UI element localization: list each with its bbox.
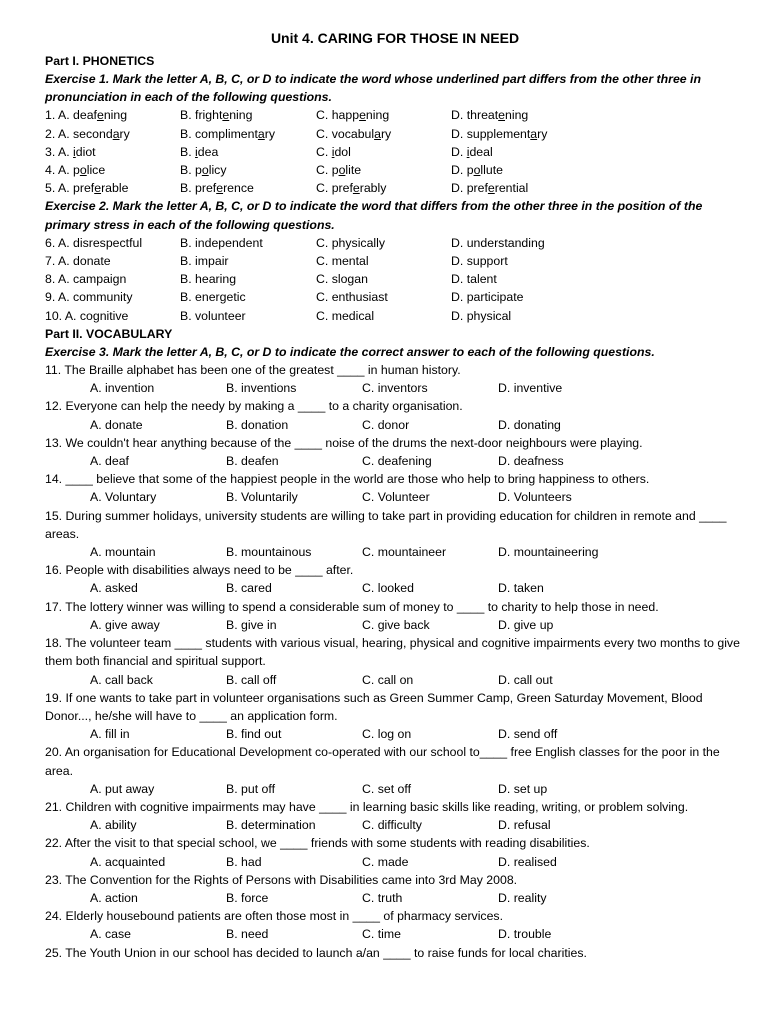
- underlined-part: o: [473, 163, 481, 178]
- underlined-part: e: [222, 108, 230, 123]
- question-stem: 24. Elderly housebound patients are often those most in ____ of pharmacy services.: [45, 909, 503, 924]
- question-row: [45, 252, 745, 270]
- answer-option[interactable]: B. deafen: [226, 454, 279, 469]
- question-row: [45, 179, 745, 197]
- question-row: [45, 234, 745, 252]
- question-row: [45, 270, 745, 288]
- answer-options: [45, 816, 745, 834]
- answer-option[interactable]: D. inventive: [498, 381, 563, 396]
- answer-option[interactable]: 4. A. police: [45, 163, 106, 178]
- answer-option[interactable]: B. put off: [226, 781, 275, 796]
- stress-questions: [45, 234, 745, 325]
- question-stem: 21. Children with cognitive impairments may have ____ in learning basic skills like reading, writing, or problem solving.: [45, 799, 689, 814]
- answer-option[interactable]: A. deaf: [90, 454, 129, 469]
- answer-option[interactable]: C. call on: [362, 672, 414, 687]
- answer-option[interactable]: C. made: [362, 854, 409, 869]
- answer-option[interactable]: B. determination: [226, 818, 316, 833]
- answer-option[interactable]: C. vocabulary: [316, 126, 392, 141]
- answer-option[interactable]: D. donating: [498, 417, 561, 432]
- answer-option[interactable]: B. find out: [226, 727, 282, 742]
- part-heading-phonetics: Part I. PHONETICS: [45, 54, 155, 68]
- answer-option[interactable]: 1. A. deafening: [45, 108, 128, 123]
- underlined-part: e: [352, 181, 360, 196]
- answer-option[interactable]: C. looked: [362, 581, 414, 596]
- phonetics-questions: [45, 106, 745, 197]
- answer-option[interactable]: C. slogan: [316, 272, 368, 287]
- answer-option[interactable]: A. acquainted: [90, 854, 166, 869]
- answer-option[interactable]: C. medical: [316, 308, 375, 323]
- answer-option[interactable]: A. fill in: [90, 727, 130, 742]
- answer-options: [45, 488, 745, 506]
- answer-option[interactable]: C. polite: [316, 163, 362, 178]
- answer-option[interactable]: B. force: [226, 890, 269, 905]
- answer-option[interactable]: D. ideal: [451, 144, 493, 159]
- answer-option[interactable]: B. energetic: [180, 290, 246, 305]
- question-row: [45, 143, 745, 161]
- answer-option[interactable]: D. supplementary: [451, 126, 548, 141]
- answer-option[interactable]: B. Voluntarily: [226, 490, 298, 505]
- underlined-part: a: [374, 126, 381, 141]
- answer-option[interactable]: C. mental: [316, 254, 369, 269]
- question-stem: 17. The lottery winner was willing to spend a considerable sum of money to ____ to charity to help those in need.: [45, 599, 659, 614]
- underlined-part: i: [331, 144, 335, 159]
- answer-options: [45, 780, 745, 798]
- answer-option[interactable]: B. call off: [226, 672, 277, 687]
- underlined-part: e: [359, 108, 366, 123]
- answer-option[interactable]: D. send off: [498, 727, 558, 742]
- answer-option[interactable]: B. complimentary: [180, 126, 276, 141]
- page-title: Unit 4. CARING FOR THOSE IN NEED: [270, 30, 520, 46]
- answer-option[interactable]: C. difficulty: [362, 818, 422, 833]
- answer-option[interactable]: B. independent: [180, 235, 263, 250]
- answer-option[interactable]: D. understanding: [451, 235, 545, 250]
- answer-option[interactable]: 9. A. community: [45, 290, 133, 305]
- answer-option[interactable]: C. happening: [316, 108, 390, 123]
- answer-option[interactable]: D. taken: [498, 581, 544, 596]
- answer-option[interactable]: 8. A. campaign: [45, 272, 127, 287]
- answer-option[interactable]: C. time: [362, 927, 401, 942]
- question-stem: 19. If one wants to take part in volunteer organisations such as Green Summer Camp, Green Saturday Movement, Blood Donor..., he/she will have to ____ an application form.: [45, 690, 703, 723]
- answer-option[interactable]: D. physical: [451, 308, 512, 323]
- answer-option[interactable]: C. log on: [362, 727, 412, 742]
- answer-option[interactable]: C. donor: [362, 417, 410, 432]
- question-stem: 15. During summer holidays, university students are willing to take part in providing education for children in remote and ____ areas.: [45, 508, 727, 541]
- question-row: [45, 106, 745, 124]
- answer-option[interactable]: C. set off: [362, 781, 411, 796]
- answer-options: [45, 543, 745, 561]
- answer-option[interactable]: A. mountain: [90, 545, 156, 560]
- answer-option[interactable]: A. give away: [90, 617, 160, 632]
- answer-option[interactable]: D. mountaineering: [498, 545, 599, 560]
- question-stem: 23. The Convention for the Rights of Persons with Disabilities came into 3rd May 2008.: [45, 872, 518, 887]
- question-row: [45, 307, 745, 325]
- answer-option[interactable]: D. Volunteers: [498, 490, 572, 505]
- answer-options: [45, 725, 745, 743]
- answer-option[interactable]: 7. A. donate: [45, 254, 111, 269]
- answer-option[interactable]: C. preferably: [316, 181, 387, 196]
- exercise-2-instruction: Exercise 2. Mark the letter A, B, C, or D to indicate the word that differs from the other three in the position of the primary stress in each of the following questions.: [45, 199, 703, 232]
- answer-option[interactable]: B. impair: [180, 254, 229, 269]
- answer-option[interactable]: B. need: [226, 927, 269, 942]
- question-stem: 12. Everyone can help the needy by making a ____ to a charity organisation.: [45, 399, 463, 414]
- answer-option[interactable]: B. inventions: [226, 381, 297, 396]
- underlined-part: i: [73, 144, 76, 159]
- answer-option[interactable]: A. donate: [90, 417, 143, 432]
- answer-option[interactable]: 10. A. cognitive: [45, 308, 129, 323]
- underlined-part: o: [201, 163, 209, 178]
- answer-option[interactable]: B. volunteer: [180, 308, 246, 323]
- underlined-part: a: [112, 126, 120, 141]
- answer-option[interactable]: D. refusal: [498, 818, 551, 833]
- question-row: [45, 288, 745, 306]
- answer-option[interactable]: D. participate: [451, 290, 524, 305]
- answer-options: [45, 379, 745, 397]
- answer-option[interactable]: D. support: [451, 254, 508, 269]
- underlined-part: a: [530, 126, 538, 141]
- answer-options: [45, 616, 745, 634]
- answer-option[interactable]: B. give in: [226, 617, 277, 632]
- question-stem: 11. The Braille alphabet has been one of the greatest ____ in human history.: [45, 363, 461, 378]
- answer-option[interactable]: B. had: [226, 854, 262, 869]
- answer-options: [45, 671, 745, 689]
- underlined-part: o: [79, 163, 87, 178]
- question-row: [45, 161, 745, 179]
- question-stem: 13. We couldn't hear anything because of the ____ noise of the drums the next-door neighbours were playing.: [45, 435, 643, 450]
- answer-option[interactable]: A. ability: [90, 818, 137, 833]
- answer-option[interactable]: C. idol: [316, 144, 351, 159]
- answer-option[interactable]: A. invention: [90, 381, 155, 396]
- answer-option[interactable]: 5. A. preferable: [45, 181, 129, 196]
- answer-option[interactable]: C. Volunteer: [362, 490, 430, 505]
- underlined-part: i: [466, 144, 470, 159]
- underlined-part: e: [487, 181, 495, 196]
- underlined-part: e: [94, 181, 102, 196]
- underlined-part: e: [216, 181, 224, 196]
- answer-options: [45, 579, 745, 597]
- underlined-part: a: [257, 126, 265, 141]
- underlined-part: i: [195, 144, 198, 159]
- question-stem: 20. An organisation for Educational Development co-operated with our school to____ free English classes for the poor in the area.: [45, 745, 720, 778]
- answer-options: [45, 925, 745, 943]
- answer-option[interactable]: A. call back: [90, 672, 153, 687]
- answer-option[interactable]: D. realised: [498, 854, 557, 869]
- answer-option[interactable]: 2. A. secondary: [45, 126, 130, 141]
- answer-option[interactable]: B. cared: [226, 581, 272, 596]
- question-stem: 25. The Youth Union in our school has decided to launch a/an ____ to raise funds for local charities.: [45, 945, 587, 960]
- answer-option[interactable]: C. physically: [316, 235, 386, 250]
- answer-option[interactable]: D. set up: [498, 781, 548, 796]
- underlined-part: e: [96, 108, 104, 123]
- answer-option[interactable]: B. policy: [180, 163, 227, 178]
- exercise-3-instruction: Exercise 3. Mark the letter A, B, C, or D to indicate the correct answer to each of the following questions.: [45, 344, 655, 359]
- underlined-part: o: [338, 163, 346, 178]
- answer-option[interactable]: C. mountaineer: [362, 545, 447, 560]
- answer-option[interactable]: A. put away: [90, 781, 155, 796]
- question-stem: 14. ____ believe that some of the happiest people in the world are those who help to bring happiness to others.: [45, 472, 650, 487]
- part-heading-vocabulary: Part II. VOCABULARY: [45, 326, 173, 341]
- question-stem: 22. After the visit to that special school, we ____ friends with some students with reading disabilities.: [45, 836, 590, 851]
- answer-option[interactable]: D. preferential: [451, 181, 529, 196]
- answer-option[interactable]: A. asked: [90, 581, 138, 596]
- answer-option[interactable]: D. threatening: [451, 108, 529, 123]
- answer-option[interactable]: B. hearing: [180, 272, 237, 287]
- answer-option[interactable]: B. idea: [180, 144, 219, 159]
- answer-option[interactable]: B. donation: [226, 417, 289, 432]
- answer-option[interactable]: C. truth: [362, 890, 403, 905]
- answer-option[interactable]: C. enthusiast: [316, 290, 388, 305]
- answer-option[interactable]: D. give up: [498, 617, 554, 632]
- question-stem: 16. People with disabilities always need to be ____ after.: [45, 563, 354, 578]
- answer-option[interactable]: D. reality: [498, 890, 547, 905]
- answer-options: [45, 853, 745, 871]
- question-stem: 18. The volunteer team ____ students with various visual, hearing, physical and cognitive impairments every two months to give them both financial and spiritual support.: [45, 636, 740, 669]
- vocabulary-questions: [45, 361, 745, 962]
- answer-option[interactable]: A. case: [90, 927, 132, 942]
- question-row: [45, 125, 745, 143]
- answer-option[interactable]: D. talent: [451, 272, 497, 287]
- answer-option[interactable]: D. deafness: [498, 454, 564, 469]
- answer-options: [45, 416, 745, 434]
- answer-option[interactable]: A. Voluntary: [90, 490, 157, 505]
- answer-option[interactable]: B. preference: [180, 181, 254, 196]
- answer-option[interactable]: D. pollute: [451, 163, 503, 178]
- answer-option[interactable]: B. mountainous: [226, 545, 312, 560]
- answer-option[interactable]: B. frightening: [180, 108, 253, 123]
- answer-option[interactable]: C. inventors: [362, 381, 428, 396]
- answer-option[interactable]: A. action: [90, 890, 138, 905]
- worksheet: [45, 29, 745, 962]
- answer-option[interactable]: D. trouble: [498, 927, 552, 942]
- answer-option[interactable]: D. call out: [498, 672, 553, 687]
- answer-option[interactable]: 3. A. idiot: [45, 144, 96, 159]
- underlined-part: e: [498, 108, 506, 123]
- answer-options: [45, 452, 745, 470]
- answer-option[interactable]: C. deafening: [362, 454, 432, 469]
- answer-option[interactable]: 6. A. disrespectful: [45, 235, 143, 250]
- exercise-1-instruction: Exercise 1. Mark the letter A, B, C, or D to indicate the word whose underlined part differs from the other three in pronunciation in each of the following questions.: [45, 72, 701, 105]
- answer-option[interactable]: C. give back: [362, 617, 430, 632]
- answer-options: [45, 889, 745, 907]
